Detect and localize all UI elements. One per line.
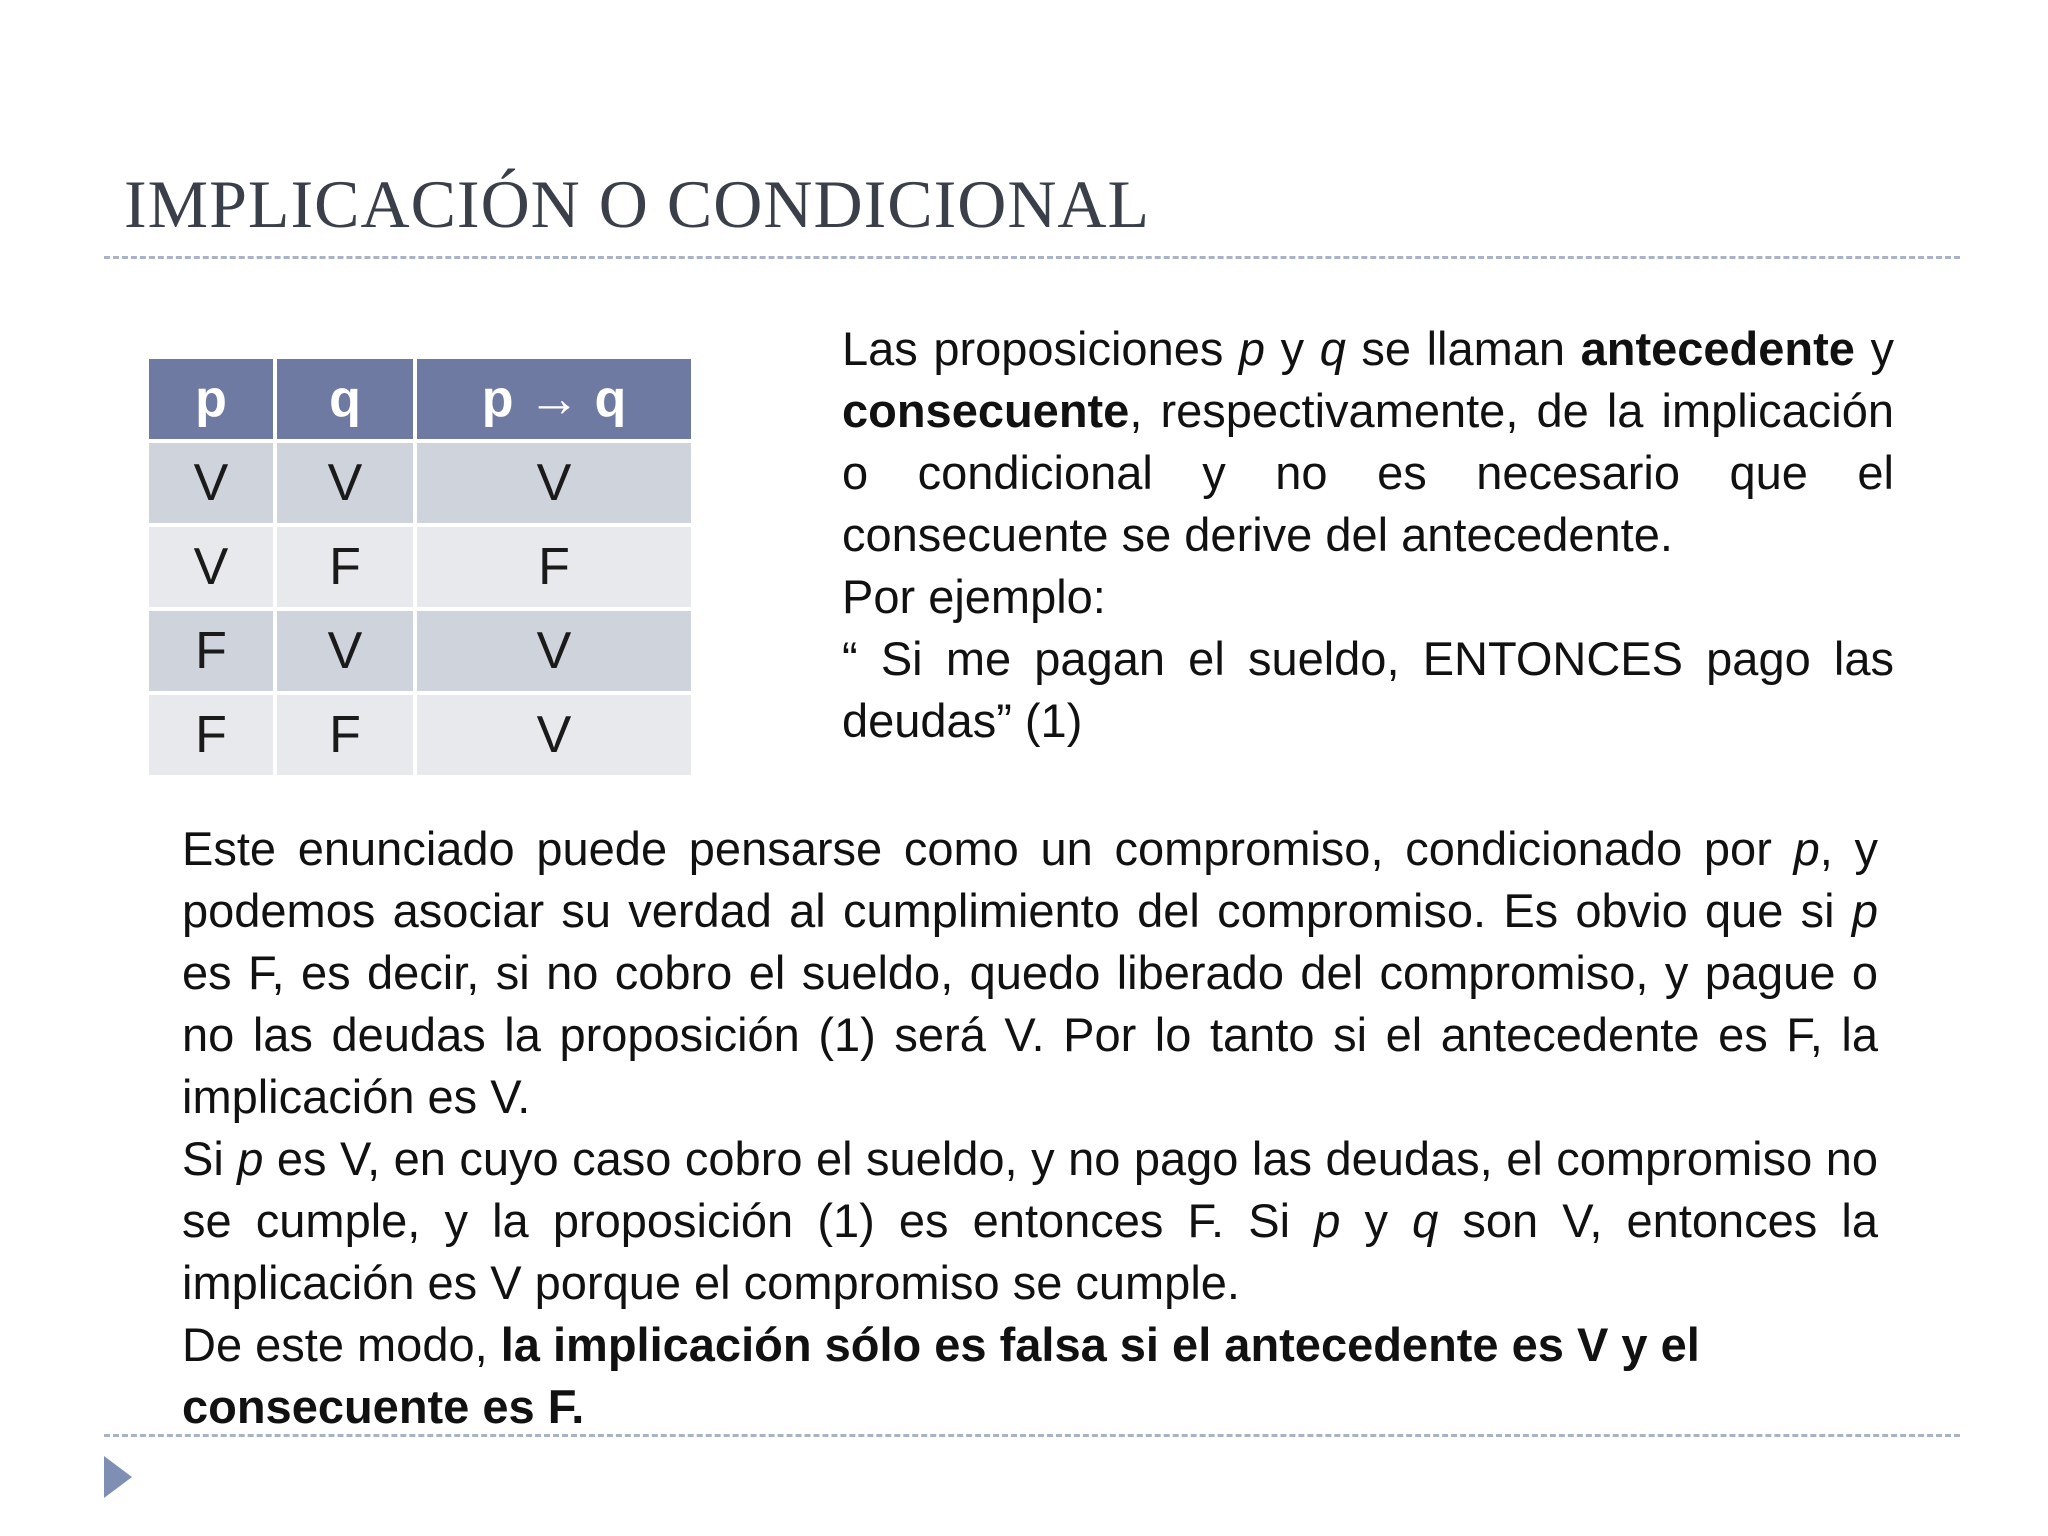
header-cell: p → q — [415, 357, 693, 441]
table-row — [147, 693, 693, 777]
truth-table — [145, 355, 695, 779]
table-row — [147, 609, 693, 693]
table-cell: V — [275, 609, 415, 693]
table-cell: F — [275, 693, 415, 777]
table-cell: V — [415, 609, 693, 693]
truth-table-header — [147, 357, 693, 441]
term-antecedente: antecedente — [1580, 322, 1855, 375]
table-cell: V — [415, 693, 693, 777]
table-cell: F — [147, 609, 275, 693]
triangle-right-icon — [104, 1456, 132, 1498]
example-sentence: “ Si me pagan el sueldo, ENTONCES pago las deudas” (1) — [842, 632, 1894, 747]
definition-text — [842, 318, 1894, 752]
term-consecuente: consecuente — [842, 384, 1130, 437]
title-divider — [104, 256, 1960, 259]
explanation-paragraph-2: Si p es V, en cuyo caso cobro el sueldo, y no pago las deudas, el compromiso no se cumple, y la proposición (1) es entonces F. Si p y q son V, entonces la implicación es V porque el compromiso se cumple. — [182, 1132, 1878, 1309]
table-cell: V — [147, 525, 275, 609]
header-cell: p — [147, 357, 275, 441]
table-cell: F — [147, 693, 275, 777]
header-cell: q — [275, 357, 415, 441]
table-cell: V — [275, 441, 415, 525]
table-cell: F — [415, 525, 693, 609]
table-row — [147, 441, 693, 525]
conclusion-bold: la implicación sólo es falsa si el antecedente es V y el consecuente es F. — [182, 1318, 1700, 1433]
conclusion-paragraph: De este modo, la implicación sólo es falsa si el antecedente es V y el consecuente es F. — [182, 1318, 1700, 1433]
slide-title: IMPLICACIÓN O CONDICIONAL — [124, 166, 1151, 242]
explanation-paragraph-1: Este enunciado puede pensarse como un compromiso, condicionado por p, y podemos asociar su verdad al cumplimiento del compromiso. Es obvio que si p es F, es decir, si no cobro el sueldo, quedo liberado del compromiso, y pague o no las deudas la proposición (1) será V. Por lo tanto si el antecedente es F, la implicación es V. — [182, 822, 1878, 1123]
definition-paragraph: Las proposiciones p y q se llaman antecedente y consecuente, respectivamente, de la implicación o condicional y no es necesario que el consecuente se derive del antecedente. — [842, 322, 1894, 561]
table-cell: V — [415, 441, 693, 525]
example-label: Por ejemplo: — [842, 570, 1106, 623]
footer-divider — [104, 1434, 1960, 1437]
table-cell: V — [147, 441, 275, 525]
explanation-text — [182, 818, 1878, 1438]
table-row — [147, 525, 693, 609]
table-cell: F — [275, 525, 415, 609]
